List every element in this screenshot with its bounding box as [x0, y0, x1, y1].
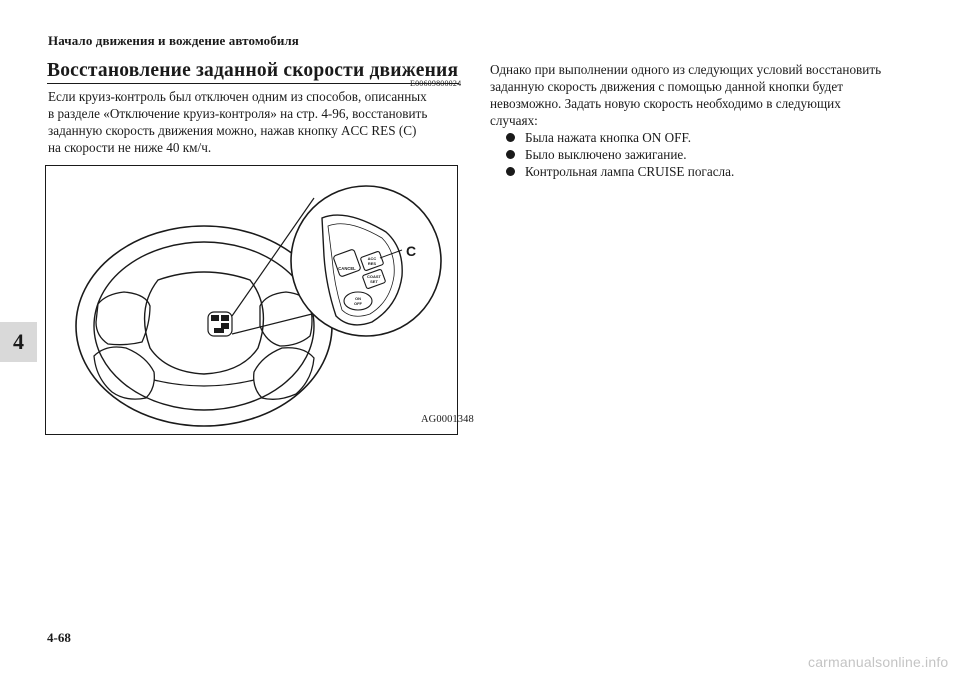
steering-wheel-illustration: [46, 166, 459, 436]
acc-res-label: RES: [367, 261, 377, 266]
bullet-text: Была нажата кнопка ON OFF.: [525, 130, 692, 145]
bullet-text: Контрольная лампа CRUISE погасла.: [525, 164, 735, 179]
right-paragraph-line: случаях:: [490, 113, 538, 128]
chapter-number: 4: [13, 329, 24, 354]
acc-res-label: ACC: [367, 256, 377, 261]
zoom-leader-line: [232, 312, 320, 334]
wheel-switch-button: [221, 315, 229, 321]
left-paragraph-line: Если круиз-контроль был отключен одним из способов, описанных: [48, 89, 427, 104]
steering-wheel-spoke-lower-right: [254, 348, 314, 400]
left-paragraph-line: в разделе «Отключение круиз-контроля» на стр. 4-96, восстановить: [48, 106, 428, 121]
steering-wheel-lower-arc: [154, 380, 254, 386]
bullet-text: Было выключено зажигание.: [525, 147, 687, 162]
left-paragraph-line: на скорости не ниже 40 км/ч.: [48, 140, 212, 155]
right-paragraph-line: невозможно. Задать новую скорость необходимо в следующих: [490, 96, 841, 111]
bullet-item: [490, 129, 920, 146]
bullet-dot-icon: [506, 150, 515, 159]
left-paragraph: [48, 88, 468, 156]
watermark: carmanualsonline.info: [808, 654, 949, 670]
wheel-switch-button: [211, 315, 219, 321]
steering-wheel-figure: [45, 165, 474, 435]
right-paragraph-line: заданную скорость движения с помощью данной кнопки будет: [490, 79, 843, 94]
zoom-circle: [291, 186, 441, 336]
bullet-item: [490, 146, 920, 163]
steering-wheel-spoke-left: [96, 292, 150, 345]
page-number: 4-68: [47, 630, 71, 645]
chapter-tab: [0, 322, 37, 362]
wheel-switch-button: [214, 328, 224, 333]
coast-set-label: SET: [370, 279, 378, 284]
running-head: Начало движения и вождение автомобиля: [48, 33, 299, 48]
steering-wheel-rim-inner: [94, 242, 314, 410]
right-paragraph-line: Однако при выполнении одного из следующих условий восстановить: [490, 62, 882, 77]
bullet-item: [490, 163, 920, 180]
callout-label-c: C: [406, 243, 417, 259]
bullet-dot-icon: [506, 133, 515, 142]
section-title: Восстановление заданной скорости движения: [47, 60, 459, 84]
cancel-label: CANCEL: [338, 266, 356, 271]
left-paragraph-line: заданную скорость движения можно, нажав кнопку ACC RES (C): [48, 123, 417, 138]
on-off-label: OFF: [354, 301, 362, 306]
figure-code: AG0001348: [421, 414, 474, 425]
steering-wheel-spoke-lower-left: [94, 347, 154, 399]
section-code: E00609800024: [410, 79, 462, 88]
bullet-dot-icon: [506, 167, 515, 176]
right-column: [490, 61, 920, 180]
coast-set-label: COAST: [367, 274, 381, 279]
on-off-label: ON: [355, 296, 361, 301]
steering-wheel-hub: [145, 272, 264, 374]
